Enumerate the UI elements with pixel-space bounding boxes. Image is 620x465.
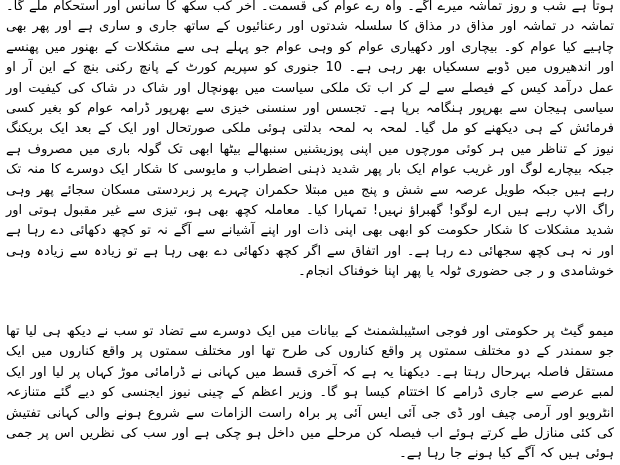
article-paragraph-2: میمو گیٹ پر حکومتی اور فوجی اسٹیبلشمنٹ کے بیانات میں ایک دوسرے سے تضاد تو سب نے دیکھ ہی لیا تھا جو سمندر کے دو مختلف سمتوں پر واقع کناروں کی طرح تھا اور مختلف سمتوں پر واقع کناروں میں ایک مستقل فاصلہ بہرحال رہتا ہے۔ دیکھنا یہ ہے کہ آخری قسط میں کہانی نے ڈرامائی موڑ کہاں پر لیا اور ایک لمبے عرصے سے جاری ڈرامے کا اختتام کیسا ہو گا۔ وزیر اعظم کے چینی نیوز ایجنسی کو دیے گئے متنازعہ انٹرویو اور آرمی چیف اور ڈی جی آئی ایس آئی پر براہ راست الزامات سے شروع ہونے والی کہانی تفتیش کی کئی منازل طے کرتے ہوئے اب فیصلہ کن مرحلے میں داخل ہو چکی ہے اور سب کی نظریں اس پر جمی ہوئی ہیں کہ آگے کیا ہونے جا رہا ہے۔ bbox=[6, 324, 614, 462]
article-page bbox=[6, 0, 614, 462]
article-paragraph-1: ہوتا ہے شب و روز تماشہ میرے آگے۔ واہ رے عوام کی قسمت۔ آخر کب سکھ کا سانس اور استحکام ملے گا۔ تماشہ در تماشہ اور مذاق در مذاق کا سلسلہ شدتوں اور رعنائیوں کے ساتھ جاری و ساری ہے اور پھر بھی چاہیے کیا عوام کو۔ بیچاری اور دکھیاری عوام کو وہی عوام جو پہلے ہی سے مشکلات کے بھنور میں پھنسے اور اندھیروں میں ڈوبے سسکیاں بھر رہی ہے۔ 10 جنوری کو سپریم کورٹ کے پانچ رکنی بنچ کے این آر او عمل درآمد کیس کے فیصلے سے لے کر اب تک ملکی سیاست میں بھونچال اور شاک در شاک کی کیفیت اور سیاسی ہیجان سے بھرپور ہنگامہ برپا ہے۔ تجسس اور سنسنی خیزی سے بھرپور ڈرامہ عوام کو بغیر کسی فرمائش کے ہی دیکھنے کو مل گیا۔ لمحہ بہ لمحہ بدلتی ہوئی ملکی صورتحال اور ایک کے بعد ایک بریکنگ نیوز کے تناظر میں ہر کوئی مورچوں میں اپنی پوزیشنیں سنبھالے بیٹھا ابھی تک گولہ باری میں مصروف ہے جبکہ بیچارے لوگ اور غریب عوام ایک بار پھر شدید ذہنی اضطراب و مایوسی کا شکار ایک دوسرے کا منہ تک رہے ہیں جبکہ طویل عرصہ سے شش و پنج میں مبتلا حکمران چہرے پر زبردستی مسکان سجائے پھر وہی راگ الاپ رہے ہیں ارے لوگو! گھبراؤ نہیں! تمہارا کیا۔ معاملہ کچھ بھی ہو، تیزی سے غیر مقبول ہوتی اور شدید مشکلات کا شکار حکومت کو ابھی بھی اپنی ذات اور اپنے آشیانے سے آگے نہ تو کچھ دکھائی دے رہا ہے اور نہ ہی کچھ سجھائی دے رہا ہے۔ اور اتفاق سے اگر کچھ دکھائی دے بھی رہا ہے تو زیادہ سے زیادہ وہی خوشامدی و ر جی حضوری ٹولہ یا پھر اپنا خوفناک انجام۔ bbox=[6, 0, 614, 280]
